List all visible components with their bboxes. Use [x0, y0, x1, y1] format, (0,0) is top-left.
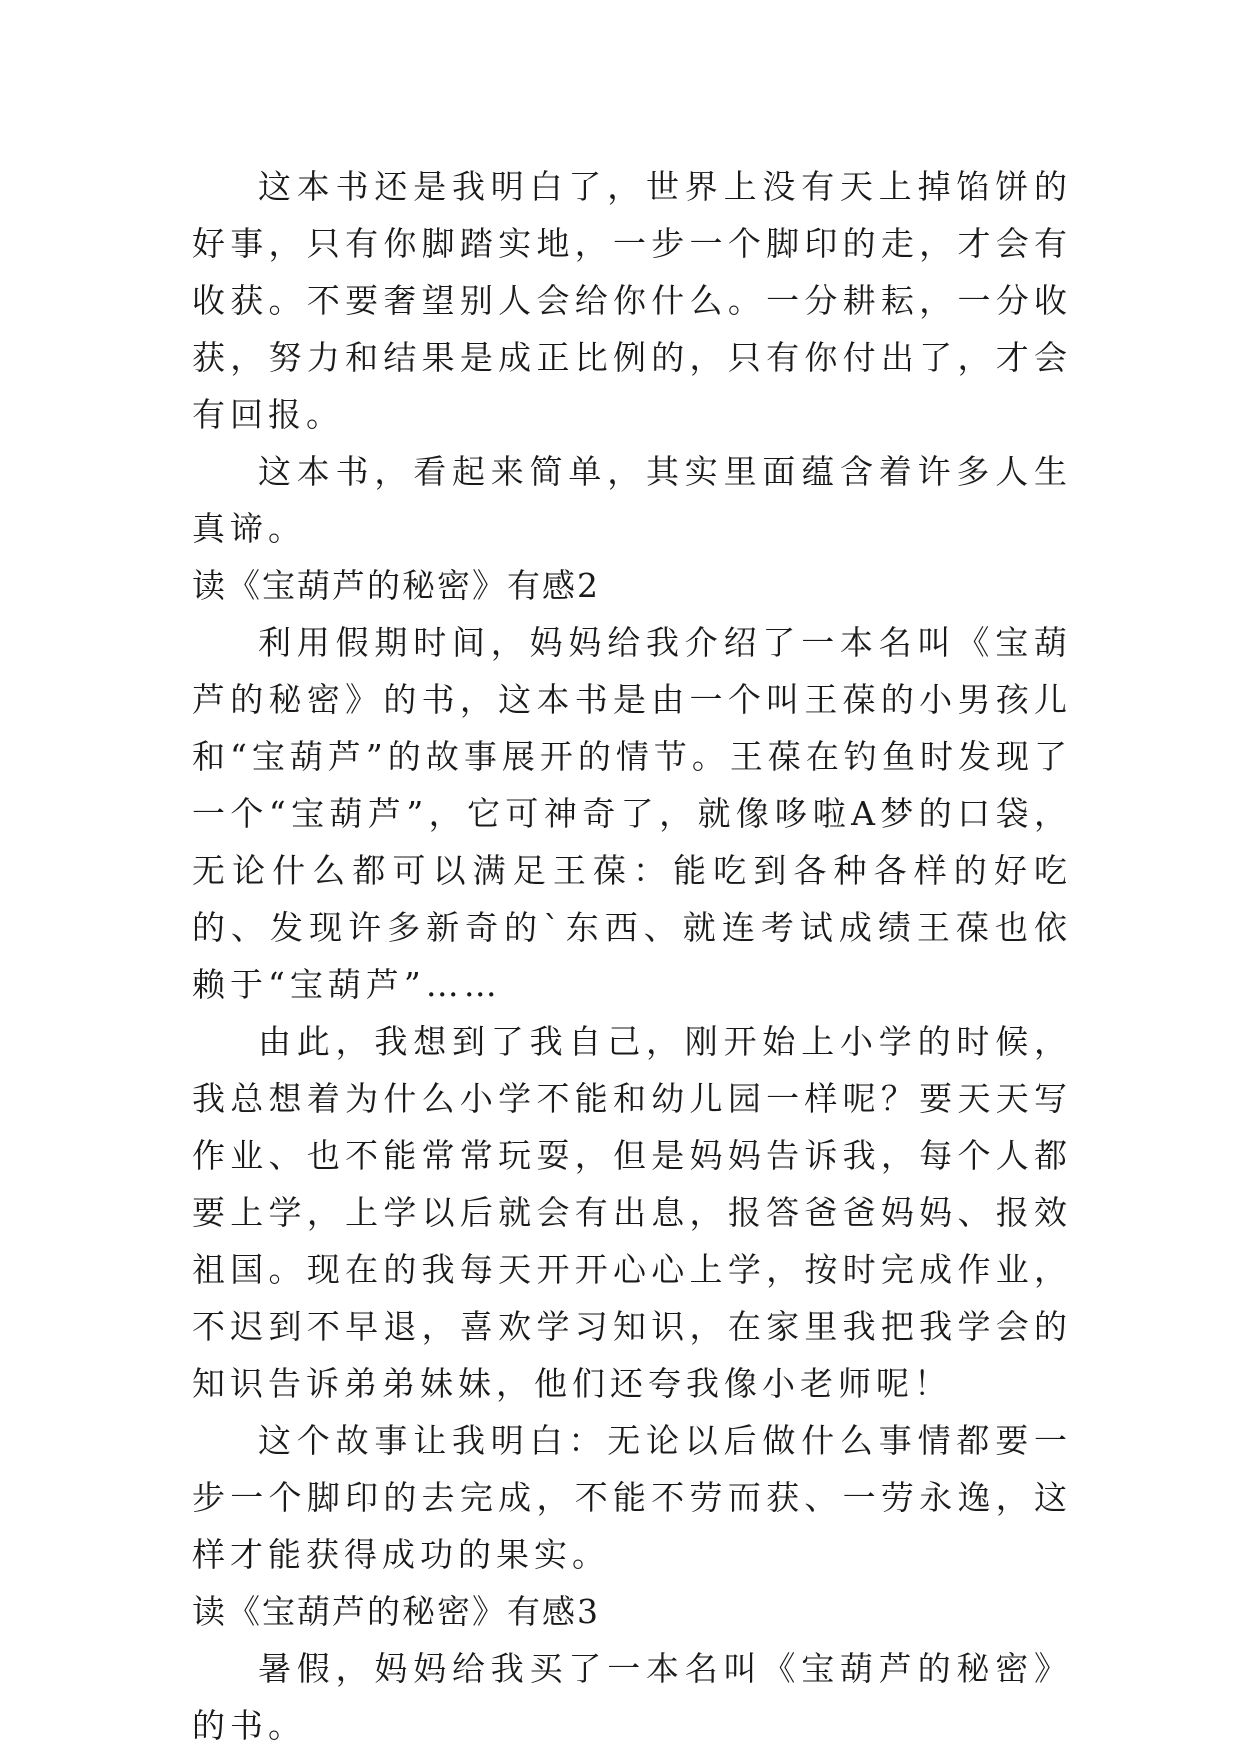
paragraph: 这本书还是我明白了，世界上没有天上掉馅饼的好事，只有你脚踏实地，一步一个脚印的走，才会有收获。不要奢望别人会给你什么。一分耕耘，一分收获，努力和结果是成正比例的，只有你付出了，才会有回报。 — [192, 167, 1072, 434]
paragraph: 这本书，看起来简单，其实里面蕴含着许多人生真谛。 — [192, 452, 1072, 548]
paragraph: 利用假期时间，妈妈给我介绍了一本名叫《宝葫芦的秘密》的书，这本书是由一个叫王葆的小男孩儿和“宝葫芦”的故事展开的情节。王葆在钓鱼时发现了一个“宝葫芦”，它可神奇了，就像哆啦A梦的口袋，无论什么都可以满足王葆：能吃到各种各样的好吃的、发现许多新奇的`东西、就连考试成绩王葆也依赖于“宝葫芦”…… — [192, 623, 1072, 1004]
paragraph: 这个故事让我明白：无论以后做什么事情都要一步一个脚印的去完成，不能不劳而获、一劳永逸，这样才能获得成功的果实。 — [192, 1421, 1072, 1574]
section-heading: 读《宝葫芦的秘密》有感3 — [192, 1592, 600, 1631]
section-heading: 读《宝葫芦的秘密》有感2 — [192, 566, 600, 605]
document-body — [192, 158, 1072, 1754]
paragraph: 暑假，妈妈给我买了一本名叫《宝葫芦的秘密》的书。 — [192, 1649, 1072, 1745]
paragraph: 由此，我想到了我自己，刚开始上小学的时候，我总想着为什么小学不能和幼儿园一样呢？要天天写作业、也不能常常玩耍，但是妈妈告诉我，每个人都要上学，上学以后就会有出息，报答爸爸妈妈、报效祖国。现在的我每天开开心心上学，按时完成作业，不迟到不早退，喜欢学习知识，在家里我把我学会的知识告诉弟弟妹妹，他们还夸我像小老师呢！ — [192, 1022, 1072, 1403]
